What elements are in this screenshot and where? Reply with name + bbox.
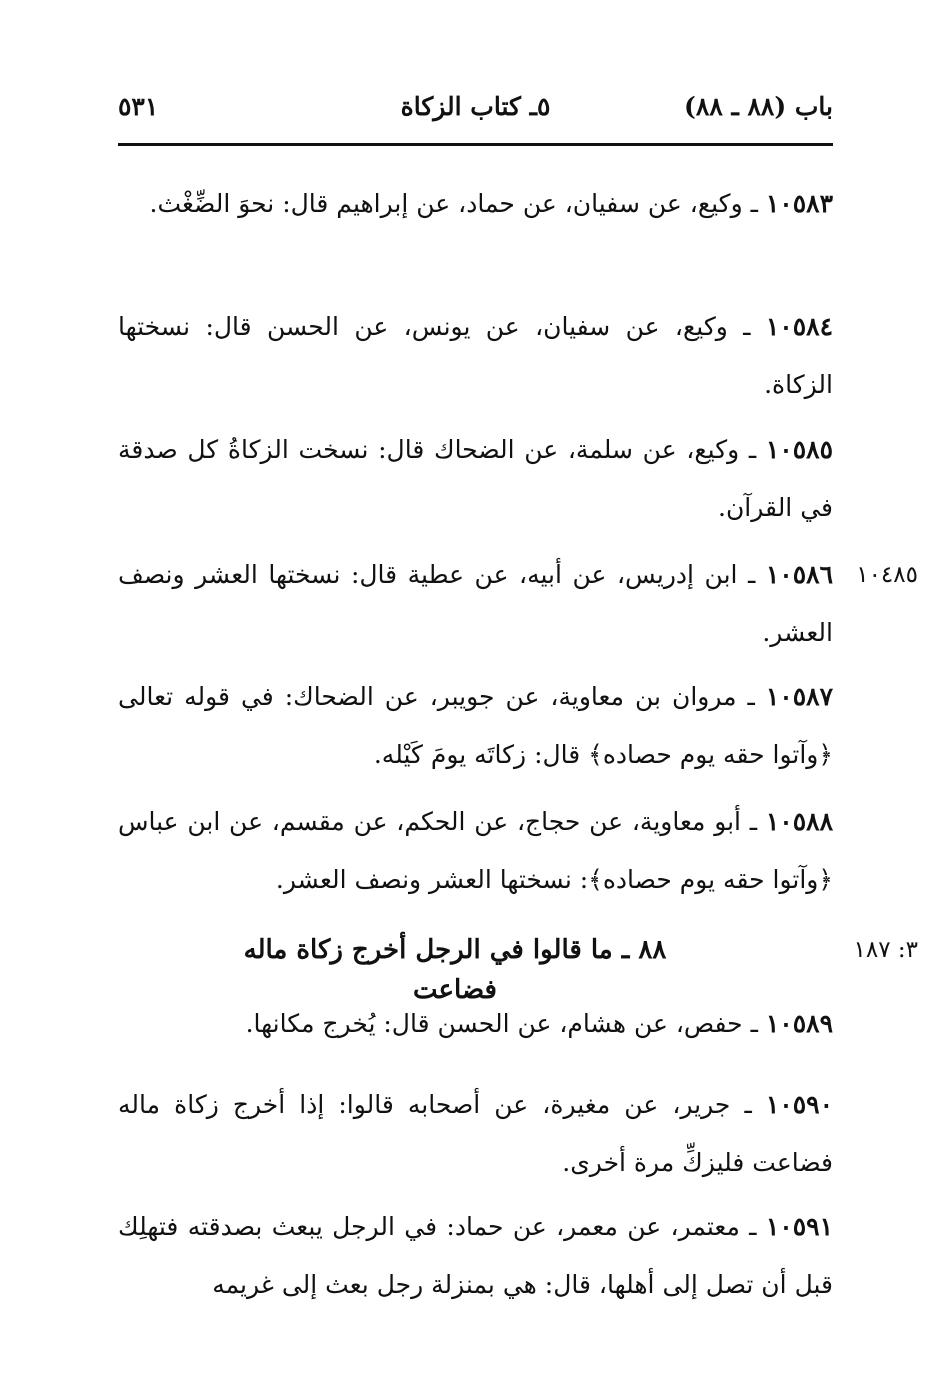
entry-text: ـ مروان بن معاوية، عن جويبر، عن الضحاك: في قوله تعالى ﴿وآتوا حقه يوم حصاده﴾ قال: زكاتَه يومَ كَيْله.: [118, 682, 833, 769]
entry-number: ١٠٥٨٧: [765, 682, 833, 711]
entry-number: ١٠٥٨٥: [765, 435, 833, 464]
hadith-entry: [118, 298, 833, 414]
running-header: [118, 92, 833, 136]
chapter-heading: ٨٨ ـ ما قالوا في الرجل أخرج زكاة ماله فضاعت: [243, 935, 667, 1005]
entry-number: ١٠٥٨٨: [765, 807, 833, 836]
entry-text: ـ معتمر، عن معمر، عن حماد: في الرجل يبعث بصدقته فتهلِك قبل أن تصل إلى أهلها، قال: هي بمنزلة رجل بعث إلى غريمه: [118, 1212, 833, 1299]
entry-number: ١٠٥٨٩: [765, 1009, 833, 1038]
entry-number: ١٠٥٨٣: [765, 189, 833, 218]
hadith-entry: [118, 1076, 833, 1192]
entry-text: ـ حفص، عن هشام، عن الحسن قال: يُخرج مكانها.: [245, 1009, 766, 1038]
chapter-range-label: باب (٨٨ ـ ٨٨): [684, 92, 833, 121]
entry-text: ـ جرير، عن مغيرة، عن أصحابه قالوا: إذا أخرج زكاة ماله فضاعت فليزكِّ مرة أخرى.: [118, 1090, 833, 1177]
hadith-entry: [118, 793, 833, 909]
entry-text: ـ وكيع، عن سفيان، عن حماد، عن إبراهيم قال: نحوَ الضِّغْث.: [149, 189, 766, 218]
entry-text: ـ وكيع، عن سلمة، عن الضحاك قال: نسخت الزكاةُ كل صدقة في القرآن.: [118, 435, 833, 522]
hadith-entry: [118, 175, 833, 233]
entry-text: ـ أبو معاوية، عن حجاج، عن الحكم، عن مقسم، عن ابن عباس ﴿وآتوا حقه يوم حصاده﴾: نسختها العشر ونصف العشر.: [118, 807, 833, 894]
hadith-entry: [118, 546, 833, 662]
header-divider: [118, 143, 833, 146]
entry-number: ١٠٥٨٦: [765, 560, 833, 589]
book-title: ٥ـ كتاب الزكاة: [400, 92, 551, 121]
page-number: ٥٣١: [118, 92, 159, 121]
margin-cross-reference: ١٠٤٨٥: [856, 562, 918, 588]
hadith-entry: [118, 1198, 833, 1314]
margin-volume-reference: ٣: ١٨٧: [853, 937, 918, 963]
entry-text: ـ ابن إدريس، عن أبيه، عن عطية قال: نسختها العشر ونصف العشر.: [118, 560, 833, 647]
hadith-entry: [118, 668, 833, 784]
entry-number: ١٠٥٩١: [765, 1212, 833, 1241]
hadith-entry: [118, 421, 833, 537]
entry-number: ١٠٥٨٤: [765, 312, 833, 341]
entry-number: ١٠٥٩٠: [765, 1090, 833, 1119]
entry-text: ـ وكيع، عن سفيان، عن يونس، عن الحسن قال: نسختها الزكاة.: [118, 312, 833, 399]
hadith-entry: [118, 995, 833, 1053]
